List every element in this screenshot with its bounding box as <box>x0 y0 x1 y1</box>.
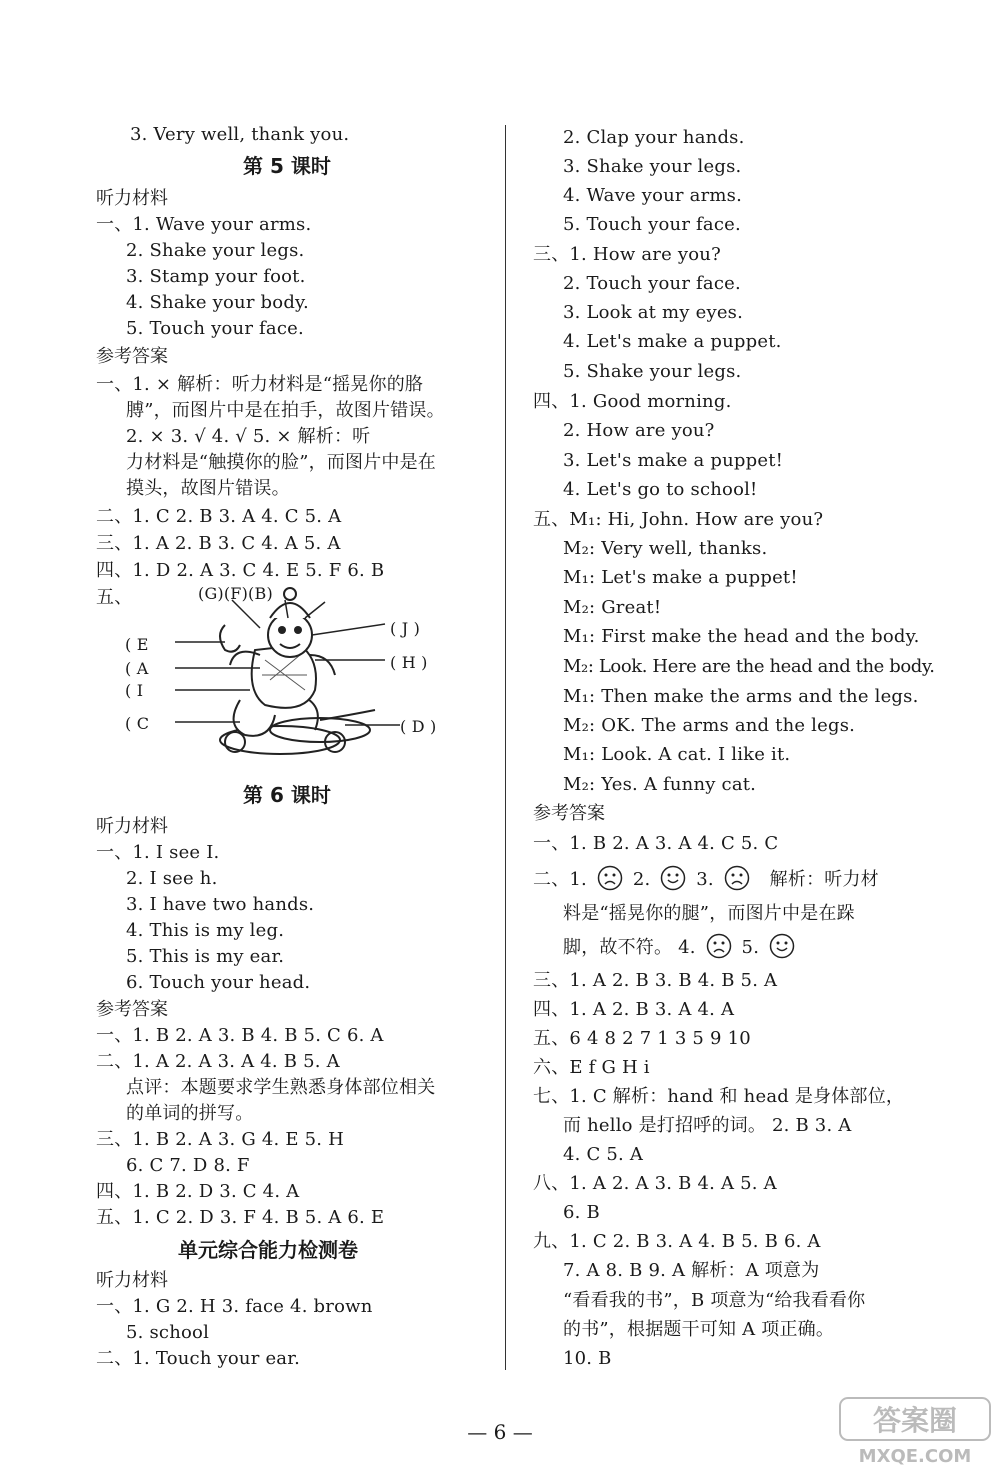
text-line: 一、1. Wave your arms. <box>96 214 312 235</box>
sad-face-icon <box>597 865 623 891</box>
figure-label-i: ( I <box>125 681 144 700</box>
text-fragment: 脚，故不符。 4. <box>563 937 696 958</box>
text-line: 5. Touch your face. <box>563 214 741 235</box>
text-line: 六、E f G H i <box>533 1057 650 1078</box>
text-line: 料是“摇晃你的腿”，而图片中是在跺 <box>563 903 855 924</box>
text-line: 2. Touch your face. <box>563 273 741 294</box>
figure-label-c: ( C <box>125 714 150 733</box>
text-line: 二、1. Touch your ear. <box>96 1348 300 1369</box>
unit-test-heading: 单元综合能力检测卷 <box>178 1238 358 1262</box>
text-line: 2. Clap your hands. <box>563 127 745 148</box>
text-line: 四、1. A 2. B 3. A 4. A <box>533 999 735 1020</box>
listening-material-label: 听力材料 <box>96 188 168 209</box>
text-line: 2. Shake your legs. <box>126 240 305 261</box>
text-line: 四、1. D 2. A 3. C 4. E 5. F 6. B <box>96 560 385 581</box>
text-line: M₂: Great! <box>563 597 662 618</box>
text-line: 二、1. C 2. B 3. A 4. C 5. A <box>96 506 342 527</box>
text-line: 五、1. C 2. D 3. F 4. B 5. A 6. E <box>96 1207 385 1228</box>
text-fragment: 解析：听力材 <box>769 869 879 890</box>
text-line: 3. Stamp your foot. <box>126 266 306 287</box>
watermark-logo <box>835 1390 995 1470</box>
text-line: M₁: Then make the arms and the legs. <box>563 686 919 707</box>
page-number: — 6 — <box>467 1420 533 1444</box>
text-line: 点评：本题要求学生熟悉身体部位相关 <box>126 1077 436 1098</box>
text-line: 一、1. B 2. A 3. A 4. C 5. C <box>533 833 779 854</box>
text-line: 2. How are you? <box>563 420 715 441</box>
text-line: 力材料是“触摸你的脸”，而图片中是在 <box>126 452 437 473</box>
text-line: 2. × 3. √ 4. √ 5. × 解析：听 <box>126 426 371 447</box>
lesson-6-heading: 第 6 课时 <box>243 783 331 807</box>
figure-label-j: ( J ) <box>390 619 421 638</box>
text-line: 一、1. I see I. <box>96 842 220 863</box>
text-line: 4. Shake your body. <box>126 292 309 313</box>
text-line: 2. I see h. <box>126 868 218 889</box>
text-fragment: 5. <box>741 937 760 958</box>
text-line: “看看我的书”，B 项意为“给我看看你 <box>563 1290 866 1311</box>
figure-label-a: ( A <box>125 659 149 678</box>
text-line: 的单词的拼写。 <box>126 1103 254 1124</box>
text-line: 一、1. × 解析：听力材料是“摇晃你的胳 <box>96 374 424 395</box>
text-line: 3. Let's make a puppet! <box>563 450 784 471</box>
text-line: M₂: OK. The arms and the legs. <box>563 715 856 736</box>
faces-answer-row <box>533 869 879 891</box>
text-fragment: 二、1. <box>533 869 587 890</box>
text-line: 3. I have two hands. <box>126 894 315 915</box>
text-line: 4. This is my leg. <box>126 920 285 941</box>
text-line: 三、1. A 2. B 3. B 4. B 5. A <box>533 970 778 991</box>
text-line: M₁: Look. A cat. I like it. <box>563 744 791 765</box>
text-line: 4. C 5. A <box>563 1144 644 1165</box>
text-line: 五、M₁: Hi, John. How are you? <box>533 509 824 530</box>
text-line: 5. Touch your face. <box>126 318 304 339</box>
text-line: 一、1. G 2. H 3. face 4. brown <box>96 1296 373 1317</box>
sad-face-icon <box>724 865 750 891</box>
text-line: 五、 <box>96 587 133 608</box>
text-line: M₁: Let's make a puppet! <box>563 567 798 588</box>
happy-face-icon <box>660 865 686 891</box>
figure-label-e: ( E <box>125 635 149 654</box>
text-line: 摸头，故图片错误。 <box>126 478 290 499</box>
figure-label-top: (G)(F)(B) <box>198 584 273 603</box>
text-line: 4. Let's make a puppet. <box>563 331 782 352</box>
text-line: 的书”，根据题干可知 A 项正确。 <box>563 1319 835 1340</box>
reference-answer-label: 参考答案 <box>96 999 168 1020</box>
text-line: 膊”，而图片中是在拍手，故图片错误。 <box>126 400 445 421</box>
text-line: 10. B <box>563 1348 612 1369</box>
reference-answer-label: 参考答案 <box>96 346 168 367</box>
text-line: 四、1. Good morning. <box>533 391 732 412</box>
text-line: 九、1. C 2. B 3. A 4. B 5. B 6. A <box>533 1231 821 1252</box>
text-line: 7. A 8. B 9. A 解析：A 项意为 <box>563 1260 820 1281</box>
text-line: 三、1. How are you? <box>533 244 721 265</box>
lesson-5-heading: 第 5 课时 <box>243 154 331 178</box>
text-line: M₂: Look. Here are the head and the body. <box>563 656 935 677</box>
text-line: 5. Shake your legs. <box>563 361 742 382</box>
text-line: 5. This is my ear. <box>126 946 285 967</box>
text-line: 八、1. A 2. A 3. B 4. A 5. A <box>533 1173 777 1194</box>
text-line: 3. Very well, thank you. <box>130 124 350 145</box>
text-line: 4. Wave your arms. <box>563 185 742 206</box>
happy-face-icon <box>769 933 795 959</box>
text-line: 二、1. A 2. A 3. A 4. B 5. A <box>96 1051 340 1072</box>
text-line: 五、6 4 8 2 7 1 3 5 9 10 <box>533 1028 751 1049</box>
text-line: M₂: Yes. A funny cat. <box>563 774 757 795</box>
reference-answer-label: 参考答案 <box>533 803 605 824</box>
column-divider <box>505 125 506 1370</box>
watermark-url: MXQE.COM <box>858 1446 972 1467</box>
text-line: 5. school <box>126 1322 210 1343</box>
sad-face-icon <box>706 933 732 959</box>
text-line: 四、1. B 2. D 3. C 4. A <box>96 1181 300 1202</box>
text-line: 七、1. C 解析：hand 和 head 是身体部位， <box>533 1086 905 1107</box>
text-fragment: 3. <box>696 869 714 890</box>
faces-answer-row <box>563 937 799 959</box>
text-line: 一、1. B 2. A 3. B 4. B 5. C 6. A <box>96 1025 384 1046</box>
text-line: 三、1. A 2. B 3. C 4. A 5. A <box>96 533 341 554</box>
text-line: M₂: Very well, thanks. <box>563 538 768 559</box>
listening-material-label: 听力材料 <box>96 1270 168 1291</box>
text-line: 6. B <box>563 1202 600 1223</box>
text-line: M₁: First make the head and the body. <box>563 626 920 647</box>
listening-material-label: 听力材料 <box>96 816 168 837</box>
text-line: 而 hello 是打招呼的词。 2. B 3. A <box>563 1115 852 1136</box>
text-line: 6. C 7. D 8. F <box>126 1155 250 1176</box>
figure-label-h: ( H ) <box>390 653 428 672</box>
text-line: 6. Touch your head. <box>126 972 311 993</box>
text-line: 3. Shake your legs. <box>563 156 742 177</box>
text-line: 3. Look at my eyes. <box>563 302 744 323</box>
figure-label-d: ( D ) <box>400 717 437 736</box>
text-fragment: 2. <box>632 869 651 890</box>
text-line: 4. Let's go to school! <box>563 479 758 500</box>
text-line: 三、1. B 2. A 3. G 4. E 5. H <box>96 1129 345 1150</box>
watermark-text: 答案圈 <box>872 1404 958 1437</box>
